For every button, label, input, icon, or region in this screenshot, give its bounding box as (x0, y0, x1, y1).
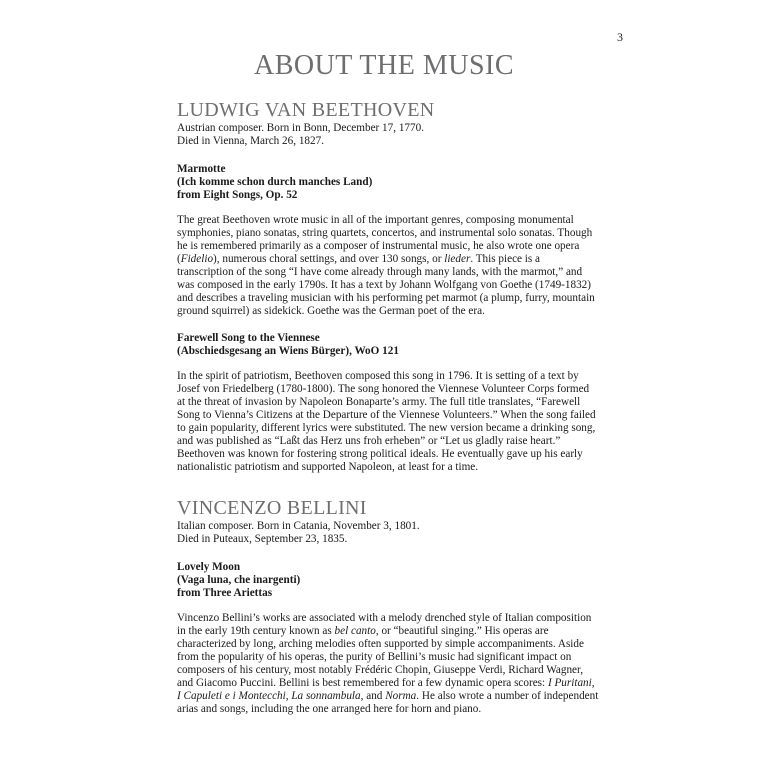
work-title-line: (Vaga luna, che inargenti) (177, 574, 301, 586)
bio-birth: Italian composer. Born in Catania, November 3, 1801. (177, 520, 420, 532)
work-title (177, 163, 599, 202)
bio-birth: Austrian composer. Born in Bonn, December 17, 1770. (177, 122, 425, 134)
desc-text: . This piece is a transcription of the song “I have come already through many lands, with the marmot,” and was composed in the early 1790s. It has a text by Johann Wolfgang von Goethe (1749-1832) and describes a traveling musician with his performing pet marmot (a plump, furry, mountain ground squirrel) as sidekick. Goethe was the German poet of the era. (177, 253, 595, 317)
work-title (177, 332, 599, 358)
desc-italic: Norma (385, 690, 417, 702)
work-title-line: Marmotte (177, 163, 226, 175)
desc-text: . He also wrote a number of independent arias and songs, including the one arranged here for horn and piano. (177, 690, 599, 715)
page-title: ABOUT THE MUSIC (253, 50, 515, 81)
work-title-line: (Ich komme schon durch manches Land) (177, 176, 373, 188)
desc-italic: Fidelio (180, 253, 214, 265)
work-description (177, 214, 599, 318)
composer-name: LUDWIG VAN BEETHOVEN (177, 99, 435, 121)
desc-text: The great Beethoven wrote music in all of the important genres, composing monumental symphonies, piano sonatas, string quartets, concertos, and instrumental solo sonatas. Though he is remembered primarily as a composer of instrumental music, he also wrote one opera ( (177, 214, 593, 265)
composer-bio (177, 122, 599, 148)
work-title-line: Farewell Song to the Viennese (177, 332, 320, 344)
desc-text: , or “beautiful singing.” His operas are characterized by long, arching melodies often supported by simple accompaniments. Aside from the popularity of his operas, the purity of Bellini’s music had significant impact on composers of his century, most notably Frédéric Chopin, Giuseppe Verdi, Richard Wagner, and Giacomo Puccini. Bellini is best remembered for a few dynamic opera scores: (177, 625, 584, 689)
work-title-line: Lovely Moon (177, 561, 241, 573)
work-description (177, 612, 599, 716)
composer-bio (177, 520, 599, 546)
composer-name: VINCENZO BELLINI (177, 497, 367, 519)
bio-death: Died in Puteaux, September 23, 1835. (177, 533, 348, 545)
page-content (177, 98, 599, 716)
work-title-line: (Abschiedsgesang an Wiens Bürger), WoO 121 (177, 345, 399, 357)
desc-italic: lieder (444, 253, 471, 265)
page-number: 3 (617, 30, 623, 44)
desc-text: Vincenzo Bellini’s works are associated with a melody drenched style of Italian composition in the early 19th century known as (177, 612, 592, 637)
desc-italic: I Puritani, I Capuleti e i Montecchi, La sonnambula, (177, 677, 595, 702)
work-title-line: from Three Ariettas (177, 587, 273, 599)
desc-text: and (363, 690, 386, 702)
composer-section-bellini (177, 496, 599, 716)
bio-death: Died in Vienna, March 26, 1827. (177, 135, 325, 147)
desc-text: ), numerous choral settings, and over 130 songs, or (213, 253, 445, 265)
work-title-line: from Eight Songs, Op. 52 (177, 189, 298, 201)
work-title (177, 561, 599, 600)
desc-italic: bel canto (334, 625, 376, 637)
composer-section-beethoven (177, 98, 599, 474)
work-description: In the spirit of patriotism, Beethoven composed this song in 1796. It is setting of a text by Josef von Friedelberg (1780-1800). The song honored the Viennese Volunteer Corps formed at the threat of invasion by Napoleon Bonaparte’s army. The full title translates, “Farewell Song to Vienna’s Citizens at the Departure of the Viennese Volunteers.” When the song failed to gain popularity, different lyrics were substituted. The new version became a drinking song, and was published as “Laßt das Herz uns froh erheben” or “Let us gladly raise heart.” Beethoven was known for fostering strong political ideals. He eventually gave up his early nationalistic patriotism and supported Napoleon, at least for a time. (177, 370, 596, 473)
